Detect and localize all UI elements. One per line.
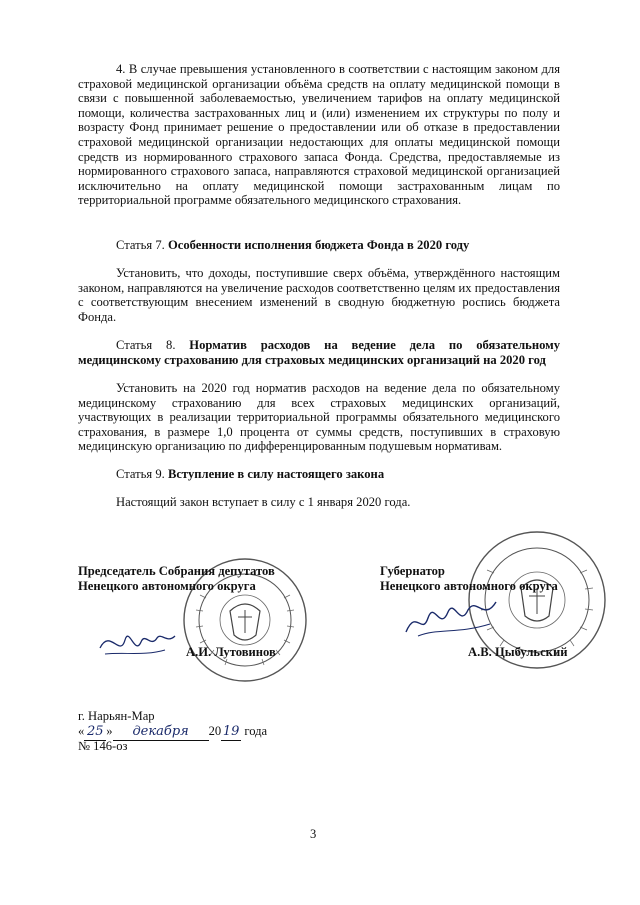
paragraph-text: 4. В случае превышения установленного в соответствии с настоящим законом для страховой медицинской организации объёма средств на оплату медицинской помощи в связи с повышенной заболеваемостью, увеличением тарифов на оплату медицинской помощи, количества застрахованных лиц и (или) изменением их структуры по полу и возрасту Фонд принимает решение о предоставлении или об отказе в предоставлении страховой медицинской организации недостающих для оплаты медицинской помощи средств из нормированного страхового запаса Фонда. Средства, предоставляемые из нормированного страхового запаса, направляются страховой медицинской организацией исключительно на оплату медицинской помощи застрахованным лицам по территориальной программе обязательного медицинского страхования.	[78, 62, 560, 208]
right-signer-line1: Губернатор	[380, 564, 445, 578]
left-signer-line1: Председатель Собрания депутатов	[78, 564, 275, 578]
article-9-text: Настоящий закон вступает в силу с 1 января 2020 года.	[116, 495, 411, 509]
article-7-heading	[78, 238, 560, 253]
date-year-prefix: 20	[208, 724, 222, 738]
article-9-prefix: Статья 9.	[116, 467, 168, 481]
left-signer-title	[78, 564, 275, 593]
article-8-body	[78, 381, 560, 454]
article-8-heading	[78, 338, 560, 367]
date-year: 19	[222, 724, 240, 739]
article-9-heading	[78, 467, 560, 482]
left-signer-name: А.И. Лутовинов	[186, 645, 276, 659]
city-line: г. Нарьян-Мар	[78, 709, 155, 723]
date-day: 25	[84, 725, 106, 741]
law-number: № 146-оз	[78, 739, 128, 753]
article-7-body	[78, 266, 560, 324]
left-signer-line2: Ненецкого автономного округа	[78, 578, 256, 593]
left-handwritten-signature	[95, 618, 180, 663]
article-8-prefix: Статья 8.	[116, 338, 190, 352]
right-signer-name: А.В. Цыбульский	[468, 645, 568, 659]
article-7-text: Установить, что доходы, поступившие сверх объёма, утверждённого настоящим законом, направляются на увеличение расходов соответственно целям их предоставления с соответствующим внесением изменений в сводную бюджетную роспись бюджета Фонда.	[78, 266, 560, 324]
right-handwritten-signature	[398, 588, 508, 643]
date-month: декабря	[113, 725, 209, 741]
article-8-title: Норматив расходов на ведение дела по обязательному медицинскому страхованию для страховых медицинских организаций на 2020 год	[78, 338, 561, 367]
page-number: 3	[310, 827, 317, 841]
date-open-quote: «	[78, 724, 85, 738]
article-7-prefix: Статья 7.	[116, 238, 168, 252]
article-8-text: Установить на 2020 год норматив расходов на ведение дела по обязательному медицинскому страхованию для всех страховых медицинских организаций, участвующих в реализации территориальной программы обязательного медицинского страхования, в размере 1,0 процента от суммы средств, поступивших в страховую медицинскую организацию по дифференцированным подушевым нормативам.	[78, 381, 560, 454]
article-9-title: Вступление в силу настоящего закона	[167, 467, 385, 481]
paragraph-4	[78, 62, 560, 208]
article-9-body	[78, 495, 560, 510]
date-close-quote: »	[106, 724, 113, 738]
right-signer-line2: Ненецкого автономного округа	[380, 578, 558, 593]
date-suffix: года	[241, 724, 268, 738]
article-7-title: Особенности исполнения бюджета Фонда в 2020 году	[167, 238, 470, 252]
